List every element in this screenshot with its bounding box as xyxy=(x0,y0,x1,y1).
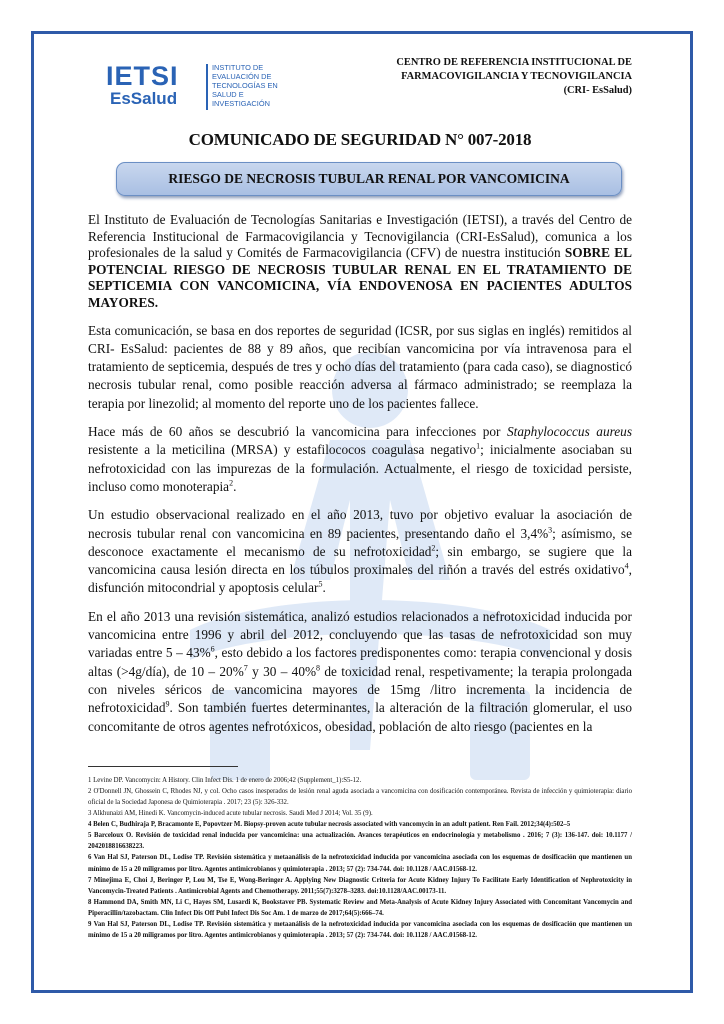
intro-text: El Instituto de Evaluación de Tecnologías Sanitarias e Investigación (IETSI), a través del Centro de Referencia Institucional de Farmacovigilancia y Tecnovigilancia (CRI-EsSalud), comunica a los profesionales de la salud y Comités de Farmacovigilancia (CFV) de nuestra institución xyxy=(88,212,632,261)
page-header xyxy=(88,56,632,116)
logo-line: INSTITUTO DE xyxy=(212,63,264,72)
footnote-ref: 2 xyxy=(431,543,436,553)
footnote-item: 8 Hammond DA, Smith MN, Li C, Hayes SM, Lusardi K, Bookstaver PB. Systematic Review and Meta-Analysis of Acute Kidney Injury Associated with Concomitant Vancomycin and Piperacillin/tazobactam. Clin Infect Dis Off Publ Infect Dis Soc Am. 1 de marzo de 2017;64(5):666–74. xyxy=(88,898,632,917)
footnote-ref: 8 xyxy=(316,663,321,673)
paragraph-2: Hace más de 60 años se descubrió la vancomicina para infecciones por Staphylococcus aureus resistente a la meticilina (MRSA) y estafilococos coagulasa negativo$^1$; inicialmente asociaban su nefrotoxicidad con las impurezas de la formulación. Actualmente, el riesgo de toxicidad persiste, incluso como monoterapia$^2$. xyxy=(88,424,632,494)
footnote-item: 1 Levine DP. Vancomycin: A History. Clin Infect Dis. 1 de enero de 2006;42 (Supplement_1):S5-12. xyxy=(88,776,362,784)
footnote-separator xyxy=(88,766,238,767)
paragraph-1: Esta comunicación, se basa en dos reportes de seguridad (ICSR, por sus siglas en inglés) remitidos al CRI- EsSalud: pacientes de 88 y 89 años, que recibían vancomicina por vía intravenosa para el tratamiento de septicemia, después de tres y ocho días del tratamiento (para cada caso), se diagnosticó necrosis tubular renal, como posible reacción adversa al fármaco administrado; se reemplaza la terapia por linezolid; al momento del reporte uno de los pacientes fallece. xyxy=(88,322,632,411)
footnote-ref: 7 xyxy=(243,663,248,673)
document-title: COMUNICADO DE SEGURIDAD N° 007-2018 xyxy=(188,130,532,149)
center-line: (CRI- EsSalud) xyxy=(563,85,632,96)
paragraph-3: Un estudio observacional realizado en el año 2013, tuvo por objetivo evaluar la asociación de necrosis tubular renal con vancomicina en 89 pacientes, presentando daño el 3,4%$^3$; asímismo, se desconoce exactamente el mecanismo de su nefrotoxicidad$^2$; sin embargo, se sugiere que la vancomicina causa lesión directa en los túbulos proximales del riñón a través del estrés oxidativo$^4$, disfunción mitocondrial y apoptosis celular$^5$. xyxy=(88,507,633,596)
footnote-ref: 2 xyxy=(229,478,234,488)
footnote-item: 9 Van Hal SJ, Paterson DL, Lodise TP. Revisión sistemática y metaanálisis de la nefrotoxicidad inducida por vancomicina asociada con los esquemas de dosificación que mantienen un mínimo de 15 a 20 miligramos por litro. Agentes antimicrobianos y quimioterapia . 2013; 57 (2): 734-744. doi: 10.1128 / AAC.01568-12. xyxy=(88,921,632,940)
footnote-item: 4 Belen C, Budhiraja P, Bracamonte E, Popovtzer M. Biopsy-proven acute tubular necrosis associated with vancomycin in an adult patient. Ren Fail. 2012;34(4):502–5 xyxy=(88,821,571,829)
paragraph-4: En el año 2013 una revisión sistemática, analizó estudios relacionados a nefrotoxicidad inducida por vancomicina entre 1996 y abril del 2012, concluyendo que las tasas de nefrotoxicidad son muy variadas entre 5 – 43%$^6$, esto debido a los factores predisponentes como: terapia convencional y dosis altas (>4g/día), de 10 – 20%$^7$ y 30 – 40%$^8$ de toxicidad renal, respetivamente; la terapia prolongada con niveles séricos de vancomicina mayores de 15mg /litro incrementa la incidencia de nefrotoxicidad$^9$. Son también fuertes determinantes, la alteración de la filtración glomerular, el uso concomitante de otros agentes nefrotóxicos, obesidad, población de alto riesgo (pacientes en la xyxy=(88,608,632,734)
logo-divider xyxy=(206,64,208,110)
footnote-ref: 4 xyxy=(624,561,629,571)
logo-line: SALUD E xyxy=(212,90,244,99)
footnotes xyxy=(88,775,632,941)
logo-institute-name xyxy=(212,63,278,108)
center-line: FARMACOVIGILANCIA Y TECNOVIGILANCIA xyxy=(401,71,632,82)
logo-ietsi-text: IETSI xyxy=(106,61,179,91)
intro-bold-text: SOBRE EL POTENCIAL RIESGO DE NECROSIS TUBULAR RENAL EN EL TRATAMIENTO DE SEPTICEMIA CON VANCOMICINA, VÍA ENDOVENOSA EN PACIENTES ADULTOS MAYORES. xyxy=(88,245,632,310)
intro-paragraph xyxy=(88,212,632,312)
ietsi-logo xyxy=(106,62,306,116)
footnote-item: 2 O'Donnell JN, Ghossein C, Rhodes NJ, y col. Ocho casos inesperados de lesión renal aguda asociada a vancomicina con dosificación contemporánea. Revista de infección y quimioterapia: diario oficial de la Sociedad Japonesa de Quimioterapia . 2017; 23 (5): 326-332. xyxy=(88,787,632,806)
species-name: Staphylococcus aureus xyxy=(507,424,632,440)
logo-line: EVALUACIÓN DE xyxy=(212,72,272,81)
footnote-item: 6 Van Hal SJ, Paterson DL, Lodise TP. Revisión sistemática y metaanálisis de la nefrotoxicidad inducida por vancomicina asociada con los esquemas de dosificación que mantienen un mínimo de 15 a 20 miligramos por litro. Agentes antimicrobianos y quimioterapia . 2013; 57 (2): 734-744. doi: 10.1128 / AAC.01568-12. xyxy=(88,854,632,873)
footnote-item: 5 Barceloux O. Revisión de toxicidad renal inducida por vancomicina: una actualización. Avances terapéuticos en endocrinología y metabolismo . 2016; 7 (3): 136-147. doi: 10.1177 / 2042018816638223. xyxy=(88,832,632,851)
footnote-ref: 5 xyxy=(318,580,323,589)
logo-line: INVESTIGACIÓN xyxy=(212,99,270,108)
logo-line: TECNOLOGÍAS EN xyxy=(212,81,278,90)
footnote-ref: 9 xyxy=(165,699,170,709)
footnote-item: 7 Minejima E, Choi J, Beringer P, Lou M, Tse E, Wong-Beringer A. Applying New Diagnostic Criteria for Acute Kidney Injury To Facilitate Early Identification of Nephrotoxicity in Vancomycin-Treated Patients . Antimicrobial Agents and Chemotherapy. 2011;55(7):3278–3283. doi:10.1128/AAC.00173-11. xyxy=(88,876,632,895)
footnote-item: 3 Alkhunaizi AM, Hinedi K. Vancomycin-induced acute tubular necrosis. Saudi Med J 2014; Vol. 35 (9). xyxy=(88,810,373,818)
center-line: CENTRO DE REFERENCIA INSTITUCIONAL DE xyxy=(396,57,632,68)
logo-essalud-text: EsSalud xyxy=(110,89,178,108)
footnote-ref: 1 xyxy=(476,441,481,451)
subject-banner: RIESGO DE NECROSIS TUBULAR RENAL POR VANCOMICINA xyxy=(116,162,622,196)
footnote-ref: 6 xyxy=(210,644,215,654)
reference-center-name xyxy=(396,56,632,98)
footnote-ref: 3 xyxy=(548,525,553,535)
